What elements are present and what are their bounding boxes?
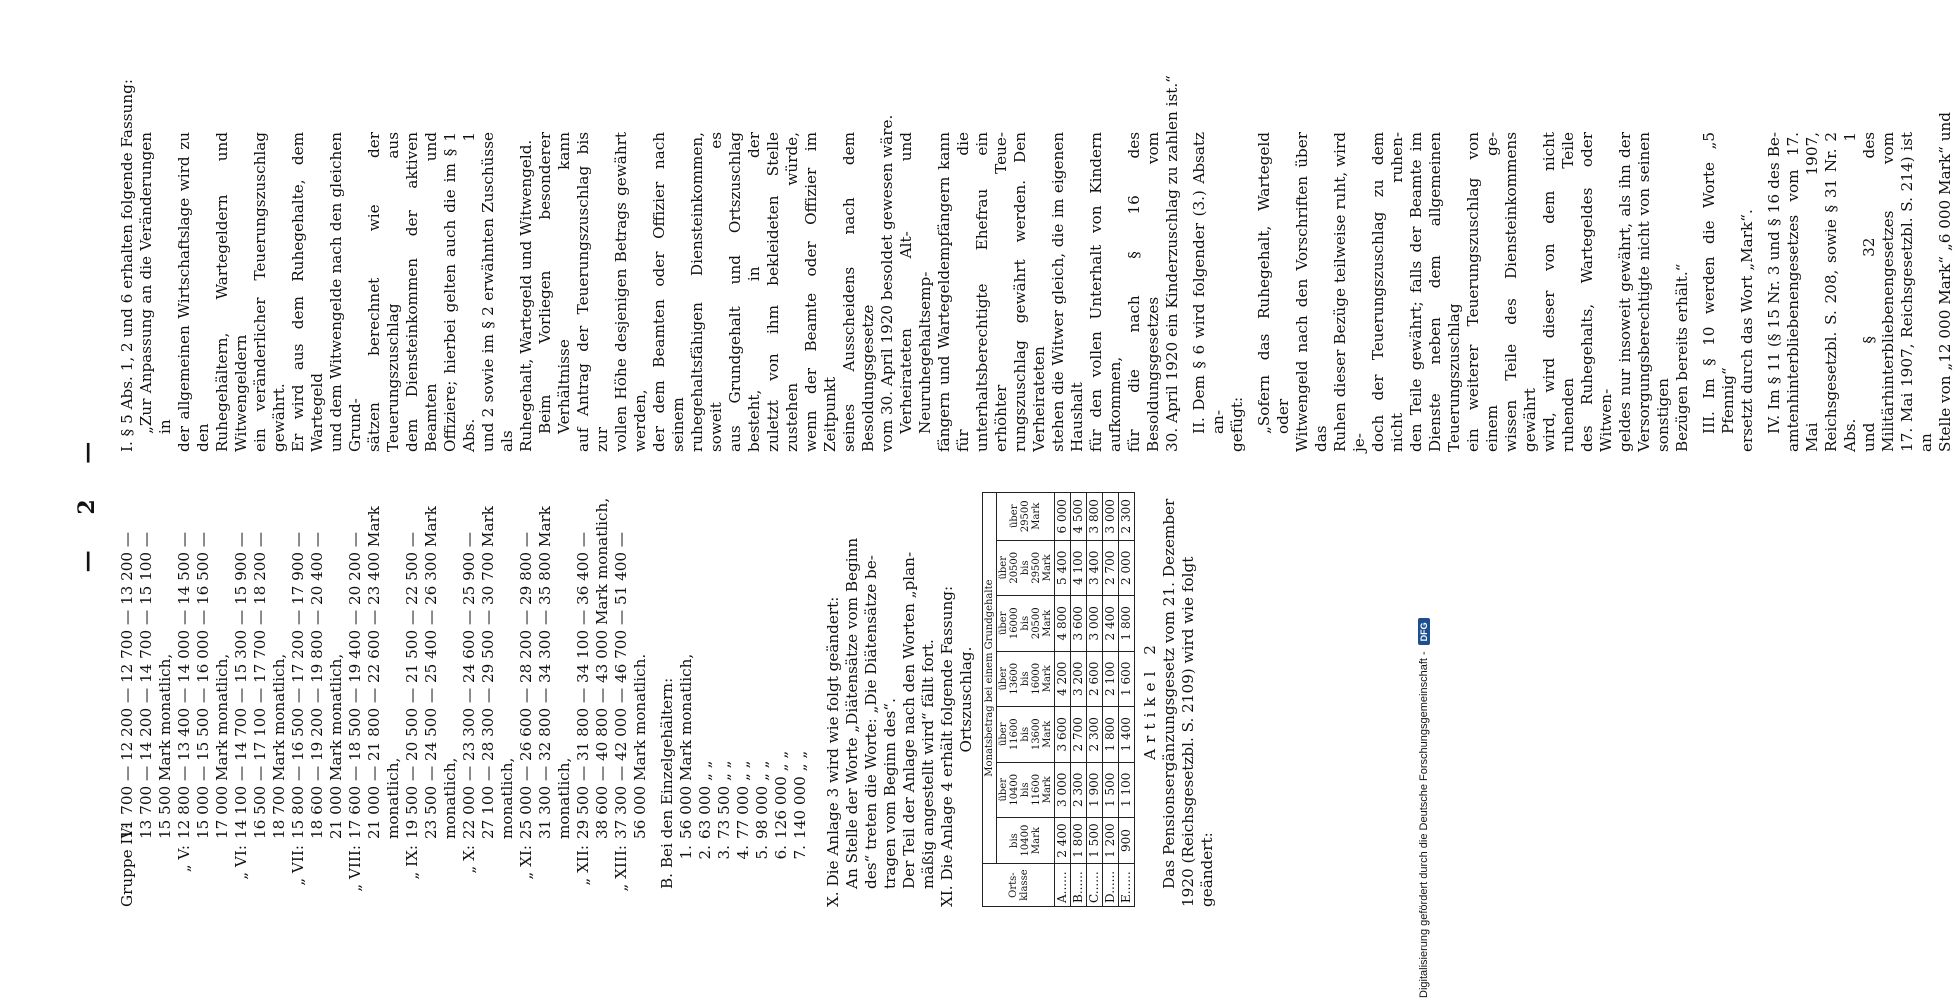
ortszuschlag-value-cell: 3 800 <box>1087 493 1103 541</box>
p3-line: Verheirateten Alt- und Neuruhegehaltsemp- <box>897 132 934 434</box>
p1-line: sätzen berechnet wie der Teuerungszuschlag aus <box>365 132 402 452</box>
p3-line: 30. April 1920 ein Kinderzuschlag zu zahlen ist.“ <box>1163 75 1181 452</box>
p3-line: für die nach § 16 des Besoldungsgesetzes vom <box>1125 132 1162 452</box>
salary-group-values: 12 800 — 13 400 — 14 000 — 14 500 — <box>175 531 193 839</box>
salary-group-label: „ X: <box>460 845 478 874</box>
p2-line: der dem Beamten oder Offizier nach seinem <box>650 132 687 452</box>
paragraph-2 <box>536 114 897 452</box>
salary-group-label: Gruppe IV: <box>118 824 136 907</box>
einzel-row <box>696 492 715 907</box>
salary-group-values: 13 700 — 14 200 — 14 700 — 15 100 — <box>137 531 155 839</box>
p4-line: Witwengeld nach den Vorschriften über das <box>1293 132 1330 452</box>
ortszuschlag-column-header: über 13600 bis 16000 Mark <box>997 651 1055 707</box>
salary-group-values: 38 600 — 40 800 — 43 000 Mark monatlich, <box>593 497 611 839</box>
salary-group-line <box>194 492 213 907</box>
salary-group-label: „ V: <box>175 845 193 873</box>
einzel-value: 73 500 „ „ <box>715 760 733 839</box>
p2-line: vollen Höhe desjenigen Betrags gewährt werden, <box>612 132 649 452</box>
span-header: Monatsbetrag bei einem Grundgehalte <box>983 493 997 864</box>
p4-line: wissen Teile des Diensteinkommens gewährt <box>1502 132 1539 452</box>
salary-group-values: 17 000 Mark monatlich, <box>213 653 231 839</box>
s2-line: gefügt: <box>1228 396 1246 452</box>
salary-group-line <box>555 492 574 907</box>
s2-line: II. Dem § 6 wird folgender (3.) Absatz an- <box>1190 132 1227 434</box>
ortsklasse-cell: E...... <box>1119 864 1135 907</box>
einzel-value: 56 000 Mark monatlich, <box>677 653 695 839</box>
s4-line: 17. Mai 1907, Reichsgesetzbl. S. 214) ist an <box>1898 132 1935 452</box>
einzel-value: 77 000 „ „ <box>734 760 752 839</box>
p2-line: aus Grundgehalt und Ortszuschlag besteht, in der <box>726 132 763 452</box>
ortszuschlag-value-cell: 1 800 <box>1103 707 1119 763</box>
artikel-2-line: Das Pensionsergänzungsgesetz vom 21. Dezember <box>1160 498 1178 889</box>
salary-group-values: 15 000 — 15 500 — 16 000 — 16 500 — <box>194 531 212 839</box>
section-x-line: Der Teil der Anlage nach den Worten „plan- <box>900 551 918 889</box>
salary-group-line <box>251 492 270 907</box>
salary-group-line <box>517 492 536 907</box>
salary-group-values: 19 500 — 20 500 — 21 500 — 22 500 — <box>403 531 421 839</box>
p1-line: Offiziere; hierbei gelten auch die im § 1 Abs. 1 <box>441 132 478 452</box>
salary-group-values: monatlich, <box>498 757 516 839</box>
p2-line: ruhegehaltsfähigen Diensteinkommen, soweit es <box>688 132 725 452</box>
ortszuschlag-value-cell: 1 900 <box>1087 762 1103 818</box>
s3-line: ersetzt durch das Wort „Mark“. <box>1738 209 1756 452</box>
p4-line: Bezügen bereits erhält.“ <box>1673 263 1691 452</box>
s4-line: Stelle von „12 000 Mark“ „6 000 Mark“ und <box>1936 112 1954 452</box>
section-ii <box>1190 132 1247 452</box>
einzel-value: 63 000 „ „ <box>696 760 714 839</box>
ortszuschlag-value-cell: 3 600 <box>1071 596 1087 652</box>
salary-group-values: 15 500 Mark monatlich, <box>156 653 174 839</box>
einzel-number: 5. <box>753 845 771 860</box>
ortszuschlag-table <box>982 492 1135 907</box>
p4-line: Ruhen dieser Bezüge teilweise ruht, wird je- <box>1331 132 1368 452</box>
salary-group-line <box>327 492 346 907</box>
salary-group-line <box>441 492 460 907</box>
salary-group-values: 18 700 Mark monatlich, <box>270 653 288 839</box>
p4-line: „Sofern das Ruhegehalt, Wartegeld oder <box>1255 132 1292 434</box>
ortszuschlag-value-cell: 900 <box>1119 818 1135 864</box>
salary-group-values: 37 300 — 42 000 — 46 700 — 51 400 — <box>612 531 630 839</box>
p1-line: Ruhegehalt, Wartegeld und Witwengeld. <box>517 139 535 452</box>
salary-group-line <box>213 492 232 907</box>
ortszuschlag-column-header: über 20500 bis 29500 Mark <box>997 540 1055 596</box>
ortszuschlag-row <box>1071 493 1087 907</box>
ortszuschlag-value-cell: 2 300 <box>1071 762 1087 818</box>
p3-line: stehen die Witwer gleich, die im eigenen Haushalt <box>1049 132 1086 452</box>
salary-group-line <box>384 492 403 907</box>
ortszuschlag-value-cell: 3 600 <box>1055 707 1071 763</box>
p1-line: und dem Witwengelde nach den gleichen Grund- <box>327 132 364 452</box>
section-xi: XI. Die Anlage 4 erhält folgende Fassung: <box>938 585 956 907</box>
salary-group-values: 15 800 — 16 500 — 17 200 — 17 900 — <box>289 531 307 839</box>
p4-line: doch der Teuerungszuschlag zu dem nicht ruhen- <box>1369 132 1406 452</box>
einzel-number: 4. <box>734 845 752 860</box>
salary-group-line <box>308 492 327 907</box>
salary-group-label: „ VIII: <box>346 845 364 892</box>
ortsklasse-cell: D...... <box>1103 864 1119 907</box>
artikel-2-line: geändert: <box>1198 832 1216 907</box>
p1-line: Er wird aus dem Ruhegehalte, dem Wartegeld <box>289 132 326 452</box>
p2-line: auf Antrag der Teuerungszuschlag bis zur <box>574 132 611 452</box>
ortszuschlag-column-header: bis 10400 Mark <box>997 818 1055 864</box>
einzel-number: 7. <box>791 845 809 860</box>
einzel-number: 1. <box>677 845 695 860</box>
salary-group-line <box>365 492 384 907</box>
ortszuschlag-row <box>1087 493 1103 907</box>
ortszuschlag-value-cell: 1 200 <box>1103 818 1119 864</box>
salary-group-line <box>422 492 441 907</box>
ortsklasse-cell: B...... <box>1071 864 1087 907</box>
section-iii <box>1700 132 1757 452</box>
ortszuschlag-value-cell: 2 700 <box>1071 707 1087 763</box>
ortszuschlag-value-cell: 1 800 <box>1071 818 1087 864</box>
ortszuschlag-value-cell: 4 100 <box>1071 540 1087 596</box>
ortszuschlag-column-header: über 11600 bis 13600 Mark <box>997 707 1055 763</box>
ortszuschlag-column-header: über 16000 bis 20500 Mark <box>997 596 1055 652</box>
ortsklasse-cell: A...... <box>1055 864 1071 907</box>
s4-line: und § 32 des Militärhinterbliebenengesetzes vom <box>1860 132 1897 452</box>
p2-line: zuletzt von ihm bekleideten Stelle zustehen würde, <box>764 132 801 452</box>
salary-group-label <box>327 839 346 907</box>
salary-group-label <box>384 839 403 907</box>
salary-group-label <box>251 839 270 907</box>
p2-line: vom 30. April 1920 besoldet gewesen wäre. <box>878 114 896 452</box>
ortszuschlag-value-cell: 1 100 <box>1119 762 1135 818</box>
ortszuschlag-value-cell: 2 300 <box>1119 493 1135 541</box>
ortszuschlag-column-header: über 29500 Mark <box>997 493 1055 541</box>
einzel-heading: B. Bei den Einzelgehältern: <box>658 677 676 889</box>
ortszuschlag-value-cell: 4 800 <box>1055 596 1071 652</box>
salary-group-label <box>213 839 232 907</box>
einzel-row <box>715 492 734 907</box>
salary-group-label <box>422 839 441 907</box>
einzel-number: 6. <box>772 845 790 860</box>
ortszuschlag-column-header: über 10400 bis 11600 Mark <box>997 762 1055 818</box>
ortszuschlag-title: Ortszuschlag. <box>957 646 975 753</box>
dfg-caption-text: Digitalisierung gefördert durch die Deutsche Forschungsgemeinschaft - <box>1418 651 1430 998</box>
salary-group-line <box>612 492 631 907</box>
salary-group-label <box>555 839 574 907</box>
p1-line: dem Diensteinkommen der aktiven Beamten und <box>403 132 440 452</box>
salary-group-label <box>270 839 289 907</box>
section-x-line: An Stelle der Worte „Diätensätze vom Beginn <box>843 537 861 889</box>
class-header: Orts-klasse <box>983 864 1055 907</box>
salary-group-label <box>156 839 175 907</box>
salary-group-values: 21 000 — 21 800 — 22 600 — 23 400 Mark <box>365 506 383 839</box>
salary-group-values: monatlich, <box>555 757 573 839</box>
ortszuschlag-value-cell: 3 000 <box>1103 493 1119 541</box>
artikel-2-text <box>1160 492 1217 907</box>
salary-group-line <box>137 492 156 907</box>
p4-line: des Ruhegehalts, Wartegeldes oder Witwen- <box>1578 132 1615 452</box>
ortszuschlag-value-cell: 1 600 <box>1119 651 1135 707</box>
salary-group-line <box>498 492 517 907</box>
ortszuschlag-value-cell: 1 500 <box>1103 762 1119 818</box>
ortsklasse-cell: C...... <box>1087 864 1103 907</box>
dfg-side-caption <box>1412 8 1436 998</box>
ortszuschlag-value-cell: 5 400 <box>1055 540 1071 596</box>
p1-line: ein veränderlicher Teuerungszuschlag gewährt. <box>251 132 288 452</box>
p4-line: ein weiterer Teuerungszuschlag von einem ge- <box>1464 132 1501 452</box>
paragraph-1 <box>137 132 536 452</box>
salary-group-label <box>593 839 612 907</box>
einzel-row <box>677 492 696 907</box>
salary-group-line <box>593 492 612 907</box>
ortszuschlag-value-cell: 2 000 <box>1119 540 1135 596</box>
section-x-line: X. Die Anlage 3 wird wie folgt geändert: <box>824 596 842 907</box>
ortszuschlag-row <box>1103 493 1119 907</box>
salary-group-line <box>346 492 365 907</box>
ortszuschlag-value-cell: 1 800 <box>1119 596 1135 652</box>
p4-line: wird, wird dieser von dem nicht ruhenden Teile <box>1540 132 1577 452</box>
ortszuschlag-value-cell: 2 400 <box>1055 818 1071 864</box>
einzel-row <box>753 492 772 907</box>
salary-group-line <box>156 492 175 907</box>
salary-group-line <box>232 492 251 907</box>
ortszuschlag-value-cell: 3 000 <box>1087 596 1103 652</box>
paragraph-4 <box>1255 132 1692 452</box>
salary-group-values: 21 000 Mark monatlich, <box>327 653 345 839</box>
salary-group-values: 22 000 — 23 300 — 24 600 — 25 900 — <box>460 531 478 839</box>
ortszuschlag-value-cell: 1 400 <box>1119 707 1135 763</box>
artikel-2-heading: Artikel 2 <box>1141 639 1159 760</box>
p4-line: den Teile gewährt; falls der Beamte im <box>1407 132 1425 452</box>
salary-group-line <box>536 492 555 907</box>
s3-line: III. Im § 10 werden die Worte „5 Pfennig“ <box>1700 132 1737 434</box>
salary-group-line <box>403 492 422 907</box>
section-i-intro: I. § 5 Abs. 1, 2 und 6 erhalten folgende Fassung: <box>118 79 136 452</box>
ortszuschlag-value-cell: 2 400 <box>1103 596 1119 652</box>
section-iv <box>1765 112 1955 452</box>
p1-line: Ruhegehältern, Wartegeldern und Witwengeldern <box>213 132 250 452</box>
s4-line: Reichsgesetzbl. S. 208, sowie § 31 Nr. 2 Abs. 1 <box>1822 132 1859 452</box>
dfg-logo: DFG <box>1418 618 1430 645</box>
salary-group-label: „ VI: <box>232 845 250 880</box>
salary-group-label <box>479 839 498 907</box>
einzel-number: 3. <box>715 845 733 860</box>
p3-line: fängern und Wartegeldempfängern kann für die <box>935 132 972 452</box>
einzel-value: 126 000 „ „ <box>772 750 790 839</box>
salary-group-values: monatlich, <box>441 757 459 839</box>
ortszuschlag-value-cell: 2 100 <box>1103 651 1119 707</box>
salary-group-label <box>194 839 213 907</box>
salary-group-line <box>460 492 479 907</box>
salary-group-line <box>175 492 194 907</box>
ortszuschlag-row <box>1055 493 1071 907</box>
p4-line: Versorgungsberechtigte nicht von seinen sonstigen <box>1635 132 1672 452</box>
salary-group-values: 11 700 — 12 200 — 12 700 — 13 200 — <box>118 531 136 839</box>
p2-line: wenn der Beamte oder Offizier im Zeitpunkt <box>802 132 839 452</box>
salary-group-label: „ XII: <box>574 845 592 886</box>
salary-group-label <box>137 839 156 907</box>
section-x <box>824 492 938 907</box>
ortszuschlag-value-cell: 1 500 <box>1087 818 1103 864</box>
ortszuschlag-value-cell: 3 400 <box>1087 540 1103 596</box>
ortszuschlag-value-cell: 2 600 <box>1087 651 1103 707</box>
einzel-value: 98 000 „ „ <box>753 760 771 839</box>
s4-line: IV. Im § 11 (§ 15 Nr. 3 und § 16 des Be- <box>1765 132 1783 434</box>
p1-line: der allgemeinen Wirtschaftslage wird zu den <box>175 132 212 452</box>
p1-line: und 2 sowie im § 2 erwähnten Zuschüsse als <box>479 132 516 452</box>
salary-group-line <box>270 492 289 907</box>
salary-group-values: 31 300 — 32 800 — 34 300 — 35 800 Mark <box>536 506 554 839</box>
salary-group-label <box>441 839 460 907</box>
salary-group-line <box>574 492 593 907</box>
right-column <box>118 75 1955 452</box>
salary-groups-list <box>118 492 650 907</box>
salary-group-label: „ XIII: <box>612 845 630 892</box>
salary-group-values: 56 000 Mark monatlich. <box>631 653 649 839</box>
p2-line: Beim Vorliegen besonderer Verhältnisse kann <box>536 132 573 434</box>
salary-group-line <box>631 492 650 907</box>
salary-group-line <box>289 492 308 907</box>
salary-group-values: 27 100 — 28 300 — 29 500 — 30 700 Mark <box>479 506 497 839</box>
salary-group-label <box>631 839 650 907</box>
salary-group-values: monatlich, <box>384 757 402 839</box>
salary-group-values: 17 600 — 18 500 — 19 400 — 20 200 — <box>346 531 364 839</box>
einzel-row <box>772 492 791 907</box>
salary-group-values: 25 000 — 26 600 — 28 200 — 29 800 — <box>517 531 535 839</box>
ortszuschlag-value-cell: 4 500 <box>1071 493 1087 541</box>
ortszuschlag-value-cell: 4 200 <box>1055 651 1071 707</box>
salary-group-label <box>498 839 517 907</box>
section-x-line: des“ treten die Worte: „Die Diätensätze be- <box>862 555 880 889</box>
paragraph-3 <box>897 75 1182 452</box>
salary-group-label: „ IX: <box>403 845 421 880</box>
salary-group-label: „ XI: <box>517 845 535 880</box>
salary-group-values: 14 100 — 14 700 — 15 300 — 15 900 — <box>232 531 250 839</box>
ortszuschlag-value-cell: 2 700 <box>1103 540 1119 596</box>
einzel-row <box>791 492 810 907</box>
ortszuschlag-value-cell: 2 300 <box>1087 707 1103 763</box>
page-number: — 2 — <box>74 427 100 573</box>
section-x-line: tragen vom Beginn des“. <box>881 698 899 889</box>
p1-line: „Zur Anpassung an die Veränderungen in <box>137 132 174 434</box>
salary-group-label <box>308 839 327 907</box>
p3-line: für den vollen Unterhalt von Kindern aufkommen, <box>1087 132 1124 452</box>
left-column <box>118 492 1217 907</box>
einzel-row <box>734 492 753 907</box>
salary-group-label <box>536 839 555 907</box>
salary-group-line <box>118 492 137 907</box>
ortszuschlag-value-cell: 6 000 <box>1055 493 1071 541</box>
einzel-value: 140 000 „ „ <box>791 750 809 839</box>
p3-line: rungszuschlag gewährt werden. Den Verheirateten <box>1011 132 1048 452</box>
p3-line: unterhaltsberechtigte Ehefrau ein erhöhter Teue- <box>973 132 1010 452</box>
einzel-list <box>677 492 810 907</box>
ortszuschlag-value-cell: 3 000 <box>1055 762 1071 818</box>
salary-group-line <box>479 492 498 907</box>
artikel-2-line: 1920 (Reichsgesetzbl. S. 2109) wird wie folgt <box>1179 556 1197 907</box>
salary-group-label <box>365 839 384 907</box>
salary-group-values: 29 500 — 31 800 — 34 100 — 36 400 — <box>574 531 592 839</box>
ortszuschlag-row <box>1119 493 1135 907</box>
salary-group-values: 16 500 — 17 100 — 17 700 — 18 200 — <box>251 531 269 839</box>
p4-line: geldes nur insoweit gewährt, als ihn der <box>1616 132 1634 452</box>
salary-group-values: 23 500 — 24 500 — 25 400 — 26 300 Mark <box>422 506 440 839</box>
salary-group-label: „ VII: <box>289 845 307 886</box>
p2-line: seines Ausscheidens nach dem Besoldungsgesetze <box>840 132 877 452</box>
p4-line: Dienste neben dem allgemeinen Teuerungszuschlag <box>1426 132 1463 452</box>
einzel-number: 2. <box>696 845 714 860</box>
section-x-line: mäßig angestellt wird“ fällt fort. <box>919 639 937 889</box>
s4-line: amtenhinterbliebenengesetzes vom 17. Mai 1907, <box>1784 132 1821 452</box>
salary-group-values: 18 600 — 19 200 — 19 800 — 20 400 — <box>308 531 326 839</box>
ortszuschlag-value-cell: 3 200 <box>1071 651 1087 707</box>
